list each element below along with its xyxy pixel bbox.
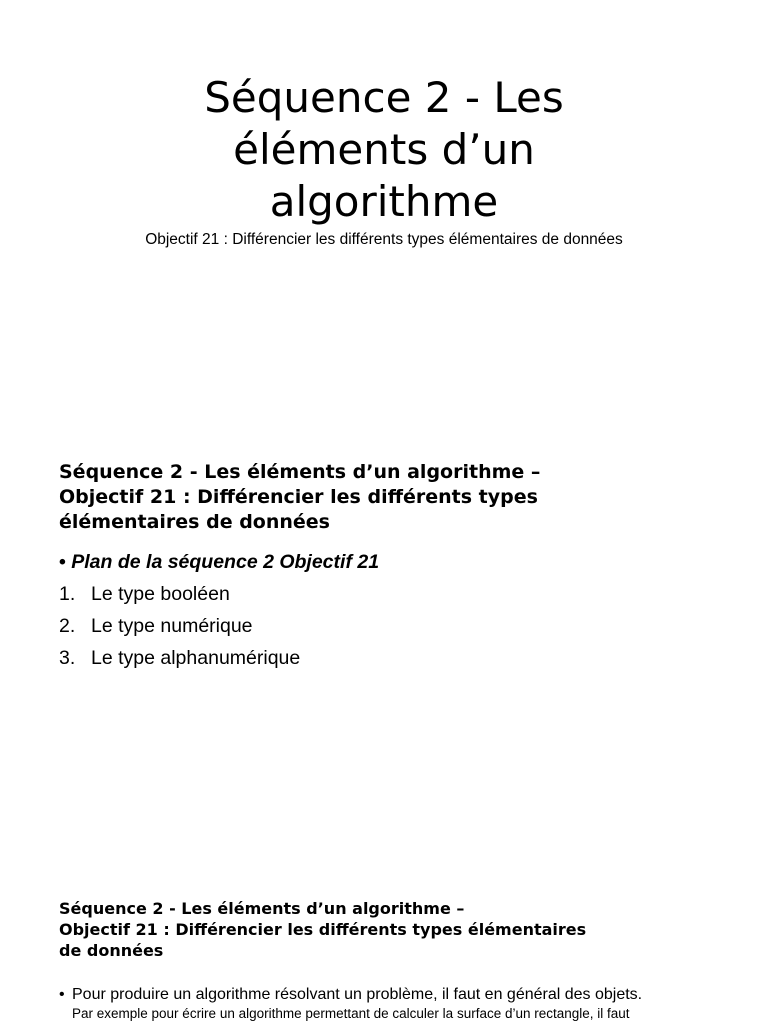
- bullet-icon: •: [59, 986, 65, 1003]
- list-item-number: 1.: [59, 583, 76, 605]
- list-item-number: 3.: [59, 647, 76, 669]
- paragraph-line-small: Par exemple pour écrire un algorithme permettant de calculer la surface d’un rectangle, il faut: [72, 1006, 630, 1021]
- list-item: [59, 581, 230, 607]
- heading-line: Séquence 2 - Les éléments d’un algorithme –: [59, 461, 541, 483]
- heading-line: Séquence 2 - Les éléments d’un algorithme –: [59, 899, 465, 918]
- list-item-number: 2.: [59, 615, 76, 637]
- list-item-text: Le type alphanumérique: [91, 647, 301, 669]
- list-item: [59, 613, 253, 639]
- slide-subtitle: Objectif 21 : Différencier les différents types élémentaires de données: [145, 231, 623, 248]
- slide-title-line: éléments d’un: [233, 125, 535, 174]
- heading-line: de données: [59, 941, 164, 960]
- list-item: [59, 645, 300, 671]
- heading-line: Objectif 21 : Différencier les différents types: [59, 486, 538, 508]
- slide-title-line: Séquence 2 - Les: [204, 73, 564, 122]
- list-item-text: Le type booléen: [91, 583, 230, 605]
- list-item-text: Le type numérique: [91, 615, 253, 637]
- bullet-icon: •: [59, 551, 66, 573]
- plan-label: Plan de la séquence 2 Objectif 21: [71, 551, 380, 573]
- paragraph-line: [59, 984, 719, 1005]
- section-heading-plan: [59, 460, 719, 535]
- paragraph-text: Pour produire un algorithme résolvant un problème, il faut en général des objets.: [72, 986, 643, 1003]
- plan-bullet: [59, 549, 379, 575]
- heading-line: Objectif 21 : Différencier les différents types élémentaires: [59, 920, 587, 939]
- slide-title-line: algorithme: [269, 177, 499, 226]
- section-heading-intro: [59, 898, 719, 961]
- intro-paragraph: [59, 984, 719, 1022]
- slide-title: [84, 72, 684, 228]
- heading-line: élémentaires de données: [59, 511, 330, 533]
